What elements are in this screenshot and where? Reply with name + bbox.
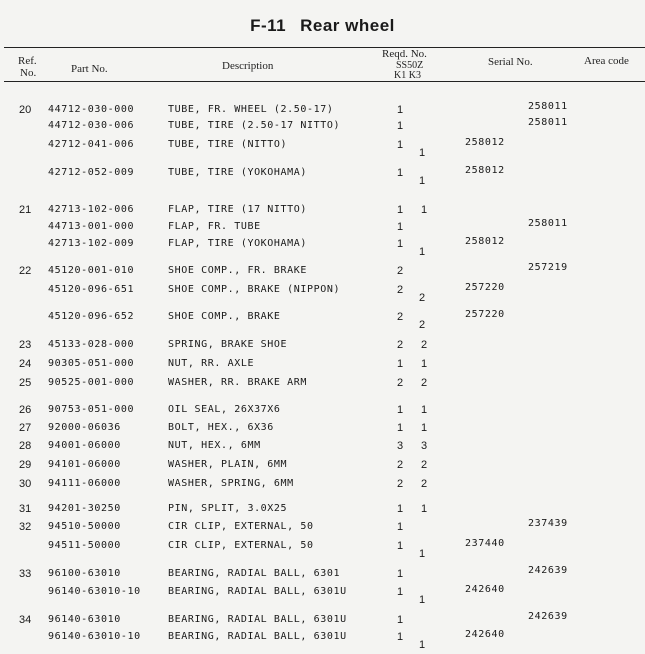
serial-no: 242640: [465, 629, 505, 640]
qty-k1: 1: [397, 503, 404, 515]
col-header-part-no: Part No.: [71, 63, 108, 75]
part-no: 45133-028-000: [48, 339, 135, 350]
col-header-ref-2: No.: [20, 67, 37, 79]
part-no: 96100-63010: [48, 568, 121, 579]
ref-no: 20: [19, 104, 32, 116]
qty-k1: 1: [397, 139, 404, 151]
description: CIR CLIP, EXTERNAL, 50: [168, 521, 314, 532]
description: OIL SEAL, 26X37X6: [168, 404, 281, 415]
qty-k1: 1: [397, 120, 404, 132]
part-no: 45120-096-652: [48, 311, 135, 322]
description: BEARING, RADIAL BALL, 6301U: [168, 631, 347, 642]
qty-k3: 2: [421, 459, 428, 471]
page-title-text: Rear wheel: [300, 16, 395, 35]
qty-k1: 2: [397, 377, 404, 389]
description: FLAP, FR. TUBE: [168, 221, 261, 232]
part-no: 45120-001-010: [48, 265, 135, 276]
part-no: 94101-06000: [48, 459, 121, 470]
part-no: 94510-50000: [48, 521, 121, 532]
part-no: 90753-051-000: [48, 404, 135, 415]
qty-k1: 1: [397, 540, 404, 552]
qty-k3: 1: [421, 204, 428, 216]
description: NUT, RR. AXLE: [168, 358, 255, 369]
qty-k1: 1: [397, 238, 404, 250]
part-no: 44712-030-006: [48, 120, 135, 131]
part-no: 94111-06000: [48, 478, 121, 489]
description: FLAP, TIRE (17 NITTO): [168, 204, 308, 215]
qty-k1: 1: [397, 404, 404, 416]
qty-k3: 1: [421, 358, 428, 370]
qty-k3: 1: [419, 175, 426, 187]
serial-no: 258012: [465, 165, 505, 176]
header-bottom-rule: [4, 81, 645, 82]
qty-k1: 2: [397, 339, 404, 351]
description: BEARING, RADIAL BALL, 6301U: [168, 586, 347, 597]
part-no: 94201-30250: [48, 503, 121, 514]
serial-no: 258011: [528, 101, 568, 112]
col-header-model: SS50Z: [396, 60, 424, 71]
description: SHOE COMP., BRAKE: [168, 311, 281, 322]
part-no: 94511-50000: [48, 540, 121, 551]
description: TUBE, TIRE (YOKOHAMA): [168, 167, 308, 178]
description: SHOE COMP., FR. BRAKE: [168, 265, 308, 276]
serial-no: 257219: [528, 262, 568, 273]
ref-no: 28: [19, 440, 32, 452]
part-no: 96140-63010: [48, 614, 121, 625]
ref-no: 34: [19, 614, 32, 626]
qty-k3: 2: [421, 478, 428, 490]
description: TUBE, FR. WHEEL (2.50-17): [168, 104, 334, 115]
description: TUBE, TIRE (NITTO): [168, 139, 288, 150]
ref-no: 26: [19, 404, 32, 416]
serial-no: 242639: [528, 565, 568, 576]
serial-no: 258012: [465, 236, 505, 247]
qty-k3: 2: [419, 292, 426, 304]
description: PIN, SPLIT, 3.0X25: [168, 503, 288, 514]
ref-no: 29: [19, 459, 32, 471]
qty-k1: 1: [397, 521, 404, 533]
description: NUT, HEX., 6MM: [168, 440, 261, 451]
qty-k3: 1: [421, 422, 428, 434]
description: WASHER, PLAIN, 6MM: [168, 459, 288, 470]
serial-no: 242640: [465, 584, 505, 595]
part-no: 42713-102-009: [48, 238, 135, 249]
ref-no: 24: [19, 358, 32, 370]
page-title: [0, 16, 645, 36]
qty-k3: 2: [419, 319, 426, 331]
part-no: 94001-06000: [48, 440, 121, 451]
qty-k1: 1: [397, 568, 404, 580]
col-header-reqd-no: Reqd. No.: [382, 48, 427, 60]
qty-k1: 1: [397, 586, 404, 598]
qty-k1: 3: [397, 440, 404, 452]
qty-k1: 1: [397, 221, 404, 233]
qty-k1: 1: [397, 631, 404, 643]
ref-no: 21: [19, 204, 32, 216]
ref-no: 27: [19, 422, 32, 434]
part-no: 96140-63010-10: [48, 631, 141, 642]
serial-no: 237439: [528, 518, 568, 529]
serial-no: 242639: [528, 611, 568, 622]
col-header-serial-no: Serial No.: [488, 56, 533, 68]
page-code: F-11: [250, 16, 287, 35]
serial-no: 257220: [465, 309, 505, 320]
part-no: 90305-051-000: [48, 358, 135, 369]
description: WASHER, RR. BRAKE ARM: [168, 377, 308, 388]
qty-k3: 2: [421, 377, 428, 389]
serial-no: 258011: [528, 117, 568, 128]
description: SPRING, BRAKE SHOE: [168, 339, 288, 350]
serial-no: 258011: [528, 218, 568, 229]
description: CIR CLIP, EXTERNAL, 50: [168, 540, 314, 551]
qty-k1: 2: [397, 265, 404, 277]
qty-k3: 1: [419, 246, 426, 258]
qty-k1: 2: [397, 311, 404, 323]
qty-k1: 2: [397, 284, 404, 296]
qty-k3: 3: [421, 440, 428, 452]
part-no: 45120-096-651: [48, 284, 135, 295]
ref-no: 32: [19, 521, 32, 533]
qty-k3: 1: [421, 503, 428, 515]
qty-k1: 1: [397, 167, 404, 179]
part-no: 96140-63010-10: [48, 586, 141, 597]
description: BEARING, RADIAL BALL, 6301: [168, 568, 341, 579]
qty-k1: 1: [397, 614, 404, 626]
serial-no: 257220: [465, 282, 505, 293]
qty-k3: 1: [419, 548, 426, 560]
ref-no: 30: [19, 478, 32, 490]
description: BEARING, RADIAL BALL, 6301U: [168, 614, 347, 625]
part-no: 42713-102-006: [48, 204, 135, 215]
part-no: 44712-030-000: [48, 104, 135, 115]
part-no: 90525-001-000: [48, 377, 135, 388]
part-no: 92000-06036: [48, 422, 121, 433]
qty-k1: 1: [397, 358, 404, 370]
description: WASHER, SPRING, 6MM: [168, 478, 294, 489]
ref-no: 33: [19, 568, 32, 580]
description: FLAP, TIRE (YOKOHAMA): [168, 238, 308, 249]
col-header-ref-1: Ref.: [18, 55, 37, 67]
qty-k3: 1: [419, 639, 426, 651]
ref-no: 22: [19, 265, 32, 277]
qty-k3: 2: [421, 339, 428, 351]
qty-k3: 1: [419, 594, 426, 606]
ref-no: 25: [19, 377, 32, 389]
ref-no: 23: [19, 339, 32, 351]
part-no: 44713-001-000: [48, 221, 135, 232]
description: TUBE, TIRE (2.50-17 NITTO): [168, 120, 341, 131]
qty-k1: 2: [397, 478, 404, 490]
header-top-rule: [4, 47, 645, 48]
col-header-area-code: Area code: [584, 55, 629, 67]
ref-no: 31: [19, 503, 32, 515]
description: BOLT, HEX., 6X36: [168, 422, 274, 433]
qty-k1: 1: [397, 204, 404, 216]
serial-no: 258012: [465, 137, 505, 148]
col-header-description: Description: [222, 60, 274, 72]
serial-no: 237440: [465, 538, 505, 549]
part-no: 42712-041-006: [48, 139, 135, 150]
qty-k3: 1: [419, 147, 426, 159]
part-no: 42712-052-009: [48, 167, 135, 178]
col-header-variants: K1 K3: [394, 70, 421, 81]
qty-k1: 1: [397, 422, 404, 434]
qty-k1: 1: [397, 104, 404, 116]
description: SHOE COMP., BRAKE (NIPPON): [168, 284, 341, 295]
qty-k1: 2: [397, 459, 404, 471]
qty-k3: 1: [421, 404, 428, 416]
